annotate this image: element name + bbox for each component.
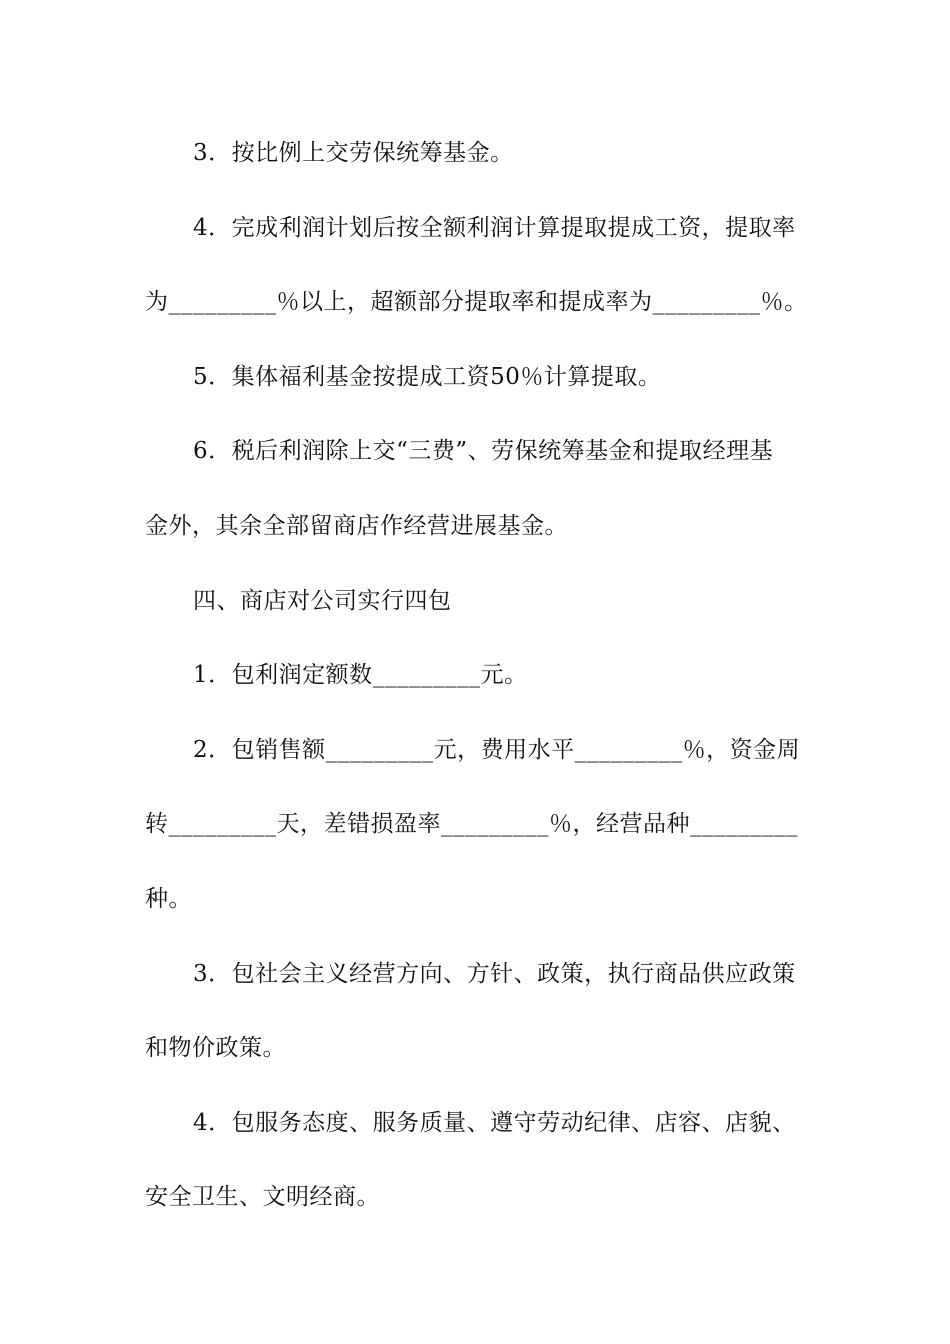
document-body [145, 125, 810, 1244]
paragraph-line-4: 5．集体福利基金按提成工资50％计算提取。 [193, 363, 662, 390]
paragraph-line-13: 和物价政策。 [145, 1035, 286, 1062]
paragraph-line-3: 为_________％以上，超额部分提取率和提成率为_________％。 [145, 289, 808, 316]
paragraph-line-15: 安全卫生、文明经商。 [145, 1184, 380, 1211]
paragraph-line-5: 6．税后利润除上交“三费”、劳保统筹基金和提取经理基 [193, 438, 774, 465]
paragraph-line-1: 3．按比例上交劳保统筹基金。 [193, 140, 514, 166]
paragraph-line-6: 金外，其余全部留商店作经营进展基金。 [145, 512, 568, 539]
paragraph-line-12: 3．包社会主义经营方向、方针、政策，执行商品供应政策 [193, 960, 796, 987]
paragraph-line-11: 种。 [145, 885, 192, 912]
paragraph-line-8: 1．包利润定额数_________元。 [193, 662, 528, 689]
section-heading: 四、商店对公司实行四包 [193, 587, 452, 614]
paragraph-line-9: 2．包销售额_________元，费用水平_________％，资金周 [193, 736, 801, 763]
paragraph-line-10: 转_________天，差错损盈率_________％，经营品种_________ [145, 811, 798, 838]
paragraph-line-14: 4．包服务态度、服务质量、遵守劳动纪律、店容、店貌、 [193, 1109, 796, 1136]
paragraph-line-2: 4．完成利润计划后按全额利润计算提取提成工资，提取率 [193, 214, 796, 241]
